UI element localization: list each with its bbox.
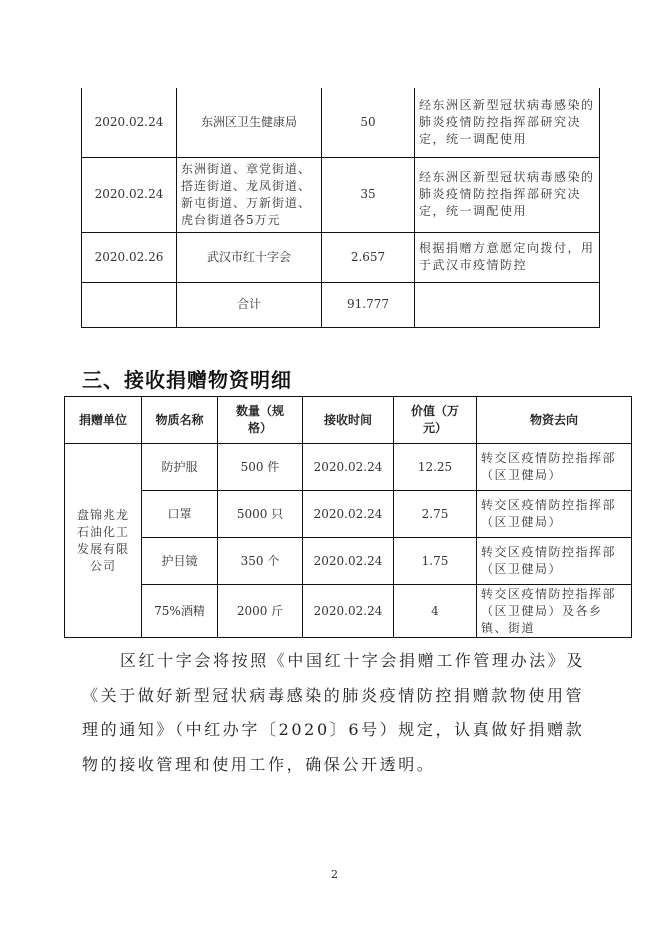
- recipient-cell: 东洲街道、章党街道、搭连街道、龙凤街道、新屯街道、万新街道、虎台街道各5万元: [177, 157, 322, 232]
- section-heading: 三、接收捐赠物资明细: [82, 368, 292, 392]
- amount-cell: 50: [322, 88, 415, 157]
- note-cell: 根据捐赠方意愿定向拨付，用于武汉市疫情防控: [415, 232, 600, 282]
- page-number: 2: [331, 868, 338, 881]
- table-row: [65, 585, 632, 638]
- cash-allocation-table: [81, 88, 600, 328]
- table-row: [82, 232, 600, 282]
- date-cell: 2020.02.24: [303, 491, 394, 538]
- table-row: [65, 491, 632, 538]
- header-donor: 捐赠单位: [65, 397, 142, 444]
- date-cell: 2020.02.24: [82, 157, 177, 232]
- table-row: [82, 157, 600, 232]
- qty-cell: 350 个: [218, 538, 303, 585]
- note-cell: 经东洲区新型冠状病毒感染的肺炎疫情防控指挥部研究决定，统一调配使用: [415, 157, 600, 232]
- destination-cell: 转交区疫情防控指挥部（区卫健局）及各乡镇、街道: [477, 585, 632, 638]
- donated-goods-table: [64, 396, 632, 638]
- date-cell: 2020.02.24: [303, 538, 394, 585]
- table-row: [82, 88, 600, 157]
- table-row: [65, 444, 632, 491]
- date-cell: 2020.02.24: [303, 585, 394, 638]
- qty-cell: 5000 只: [218, 491, 303, 538]
- header-value: 价值（万元）: [394, 397, 477, 444]
- item-cell: 口罩: [142, 491, 218, 538]
- header-item: 物质名称: [142, 397, 218, 444]
- item-cell: 护目镜: [142, 538, 218, 585]
- total-row: [82, 282, 600, 327]
- amount-cell: 35: [322, 157, 415, 232]
- date-cell: 2020.02.24: [303, 444, 394, 491]
- value-cell: 12.25: [394, 444, 477, 491]
- header-destination: 物资去向: [477, 397, 632, 444]
- destination-cell: 转交区疫情防控指挥部（区卫健局）: [477, 444, 632, 491]
- recipient-cell: 武汉市红十字会: [177, 232, 322, 282]
- destination-cell: 转交区疫情防控指挥部（区卫健局）: [477, 538, 632, 585]
- body-paragraph: 区红十字会将按照《中国红十字会捐赠工作管理办法》及《关于做好新型冠状病毒感染的肺炎疫情防控捐赠款物使用管理的通知》（中红办字〔2020〕6号）规定，认真做好捐赠款物的接收管理和使用工作，确保公开透明。: [82, 651, 586, 774]
- header-qty: 数量（规格）: [218, 397, 303, 444]
- value-cell: 1.75: [394, 538, 477, 585]
- empty-cell: [415, 282, 600, 327]
- header-row: [65, 397, 632, 444]
- total-label: 合计: [177, 282, 322, 327]
- note-cell: 经东洲区新型冠状病毒感染的肺炎疫情防控指挥部研究决定，统一调配使用: [415, 88, 600, 157]
- donor-cell: 盘锦兆龙石油化工发展有限公司: [65, 444, 142, 638]
- qty-cell: 500 件: [218, 444, 303, 491]
- empty-cell: [82, 282, 177, 327]
- date-cell: 2020.02.24: [82, 88, 177, 157]
- item-cell: 防护服: [142, 444, 218, 491]
- value-cell: 2.75: [394, 491, 477, 538]
- table-row: [65, 538, 632, 585]
- date-cell: 2020.02.26: [82, 232, 177, 282]
- recipient-cell: 东洲区卫生健康局: [177, 88, 322, 157]
- header-date: 接收时间: [303, 397, 394, 444]
- value-cell: 4: [394, 585, 477, 638]
- amount-cell: 2.657: [322, 232, 415, 282]
- qty-cell: 2000 斤: [218, 585, 303, 638]
- destination-cell: 转交区疫情防控指挥部（区卫健局）: [477, 491, 632, 538]
- item-cell: 75%酒精: [142, 585, 218, 638]
- total-amount: 91.777: [322, 282, 415, 327]
